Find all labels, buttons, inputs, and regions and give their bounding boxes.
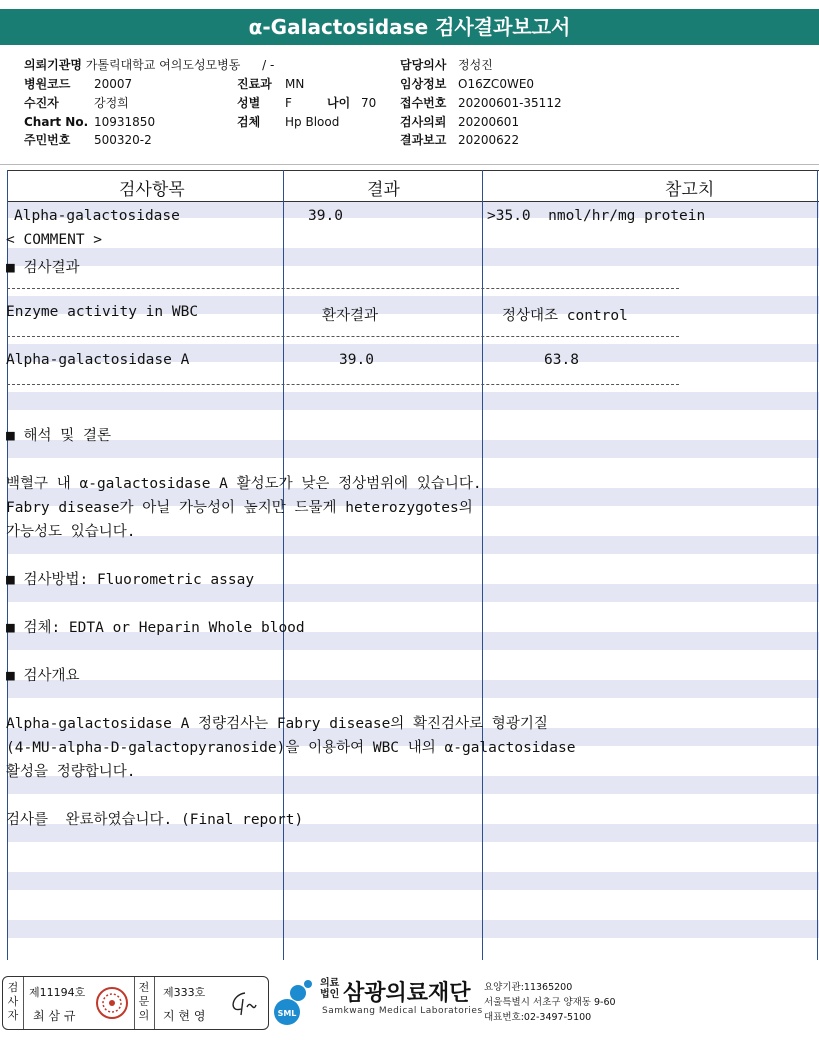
chart-value: 10931850 — [94, 115, 156, 129]
tester-name: 최 삼 규 — [33, 1009, 76, 1023]
clinical-value: O16ZC0WE0 — [458, 77, 535, 91]
seal-stamp-icon — [93, 983, 131, 1023]
signature-box — [2, 976, 269, 1030]
enzyme-patient-value: 39.0 — [339, 352, 374, 368]
org-name: 삼광의료재단 — [343, 981, 471, 1006]
patient-value: 강정희 — [94, 96, 129, 110]
signature-divider-3 — [154, 977, 155, 1029]
age-label: 나이 — [327, 96, 351, 110]
overview-line-1: Alpha-galactosidase A 정량검사는 Fabry disease의 확진검사로 형광기질 — [6, 716, 548, 732]
signature-divider-2 — [134, 977, 135, 1029]
request-row — [400, 113, 519, 131]
resident-value: 500320-2 — [94, 133, 152, 147]
doctor-label: 담당의사 — [400, 58, 447, 72]
resident-row — [24, 131, 152, 149]
clinical-label: 임상정보 — [400, 77, 447, 91]
age-value: 70 — [361, 96, 377, 110]
sml-logo-icon — [272, 978, 316, 1026]
org-prefix: 의료법인 — [320, 978, 340, 1000]
dept-row — [237, 75, 304, 93]
report-date-value: 20200622 — [458, 133, 520, 147]
tester-number: 제11194호 — [29, 986, 86, 999]
clinical-row — [400, 75, 534, 93]
column-line-right — [817, 170, 818, 960]
test-item: Alpha-galactosidase — [14, 208, 180, 224]
patient-row — [24, 94, 129, 112]
section-result: ■ 검사결과 — [6, 260, 80, 276]
institution-label: 의뢰기관명 — [24, 58, 82, 72]
report-date-label: 결과보고 — [400, 133, 447, 147]
lab-brand — [272, 976, 812, 1028]
enzyme-name: Alpha-galactosidase A — [6, 352, 190, 368]
specimen-line: ■ 검체: EDTA or Heparin Whole blood — [6, 620, 305, 636]
address: 서울특별시 서초구 양재동 9-60 — [484, 997, 616, 1008]
enzyme-header: Enzyme activity in WBC — [6, 304, 199, 320]
request-value: 20200601 — [458, 115, 520, 129]
doctor-value: 정성진 — [458, 58, 493, 72]
interpretation-line-2: Fabry disease가 아닐 가능성이 높지만 드물게 heterozygotes의 — [6, 500, 473, 516]
section-overview: ■ 검사개요 — [6, 668, 80, 684]
specialist-number: 제333호 — [163, 986, 206, 999]
institution-value: 가톨릭대학교 여의도성모병동 — [85, 58, 241, 72]
dash-line-2 — [7, 336, 679, 337]
signature-icon — [225, 985, 261, 1019]
dash-line-1 — [7, 288, 679, 289]
header-divider — [0, 164, 819, 165]
doctor-row — [400, 56, 493, 74]
ward-value: / - — [262, 58, 275, 72]
comment-label: < COMMENT > — [6, 232, 103, 248]
enzyme-control-value: 63.8 — [544, 352, 579, 368]
col-header-result: 결과 — [367, 180, 400, 200]
table-header — [7, 170, 819, 202]
sex-value: F — [285, 96, 292, 110]
method-line: ■ 검사방법: Fluorometric assay — [6, 572, 255, 588]
interpretation-line-1: 백혈구 내 α-galactosidase A 활성도가 낮은 정상범위에 있습니다. — [6, 476, 482, 492]
col-header-item: 검사항목 — [119, 180, 185, 200]
specimen-label: 검체 — [237, 115, 261, 129]
tester-label: 검사자 — [7, 981, 19, 1022]
col-header-reference: 참고치 — [665, 180, 715, 200]
report-date-row — [400, 131, 519, 149]
report-title: α-Galactosidase 검사결과보고서 — [0, 9, 819, 45]
sex-label: 성별 — [237, 96, 261, 110]
signature-divider-1 — [23, 977, 24, 1029]
chart-row — [24, 113, 155, 131]
org-english-name: Samkwang Medical Laboratories — [322, 1006, 483, 1016]
receipt-row — [400, 94, 562, 112]
dept-label: 진료과 — [237, 77, 272, 91]
patient-result-header: 환자결과 — [322, 308, 379, 324]
care-number: 요양기관:11365200 — [484, 982, 573, 993]
chart-label: Chart No. — [24, 115, 89, 129]
specimen-value: Hp Blood — [285, 115, 340, 129]
final-report-line: 검사를 완료하였습니다. (Final report) — [6, 812, 304, 828]
resident-label: 주민번호 — [24, 133, 71, 147]
section-interpretation: ■ 해석 및 결론 — [6, 428, 111, 444]
test-result: 39.0 — [308, 208, 343, 224]
control-header: 정상대조 control — [502, 308, 628, 324]
request-label: 검사의뢰 — [400, 115, 447, 129]
specialist-name: 지 현 영 — [163, 1009, 206, 1023]
institution-row — [24, 56, 274, 74]
dash-line-3 — [7, 384, 679, 385]
hospital-code-row — [24, 75, 132, 93]
patient-label: 수진자 — [24, 96, 59, 110]
hospital-code-value: 20007 — [94, 77, 133, 91]
phone-number: 대표번호:02-3497-5100 — [484, 1012, 592, 1023]
specimen-row — [237, 113, 339, 131]
interpretation-line-3: 가능성도 있습니다. — [6, 524, 136, 540]
specialist-label: 전문의 — [138, 981, 150, 1022]
receipt-value: 20200601-35112 — [458, 96, 562, 110]
sex-age-row — [237, 94, 376, 112]
overview-line-3: 활성을 정량합니다. — [6, 764, 136, 780]
test-reference: >35.0 nmol/hr/mg protein — [487, 208, 706, 224]
overview-line-2: (4-MU-alpha-D-galactopyranoside)을 이용하여 WBC 내의 α-galactosidase — [6, 740, 576, 756]
hospital-code-label: 병원코드 — [24, 77, 71, 91]
dept-value: MN — [285, 77, 305, 91]
receipt-label: 접수번호 — [400, 96, 447, 110]
logo-text: SML — [277, 1009, 297, 1018]
